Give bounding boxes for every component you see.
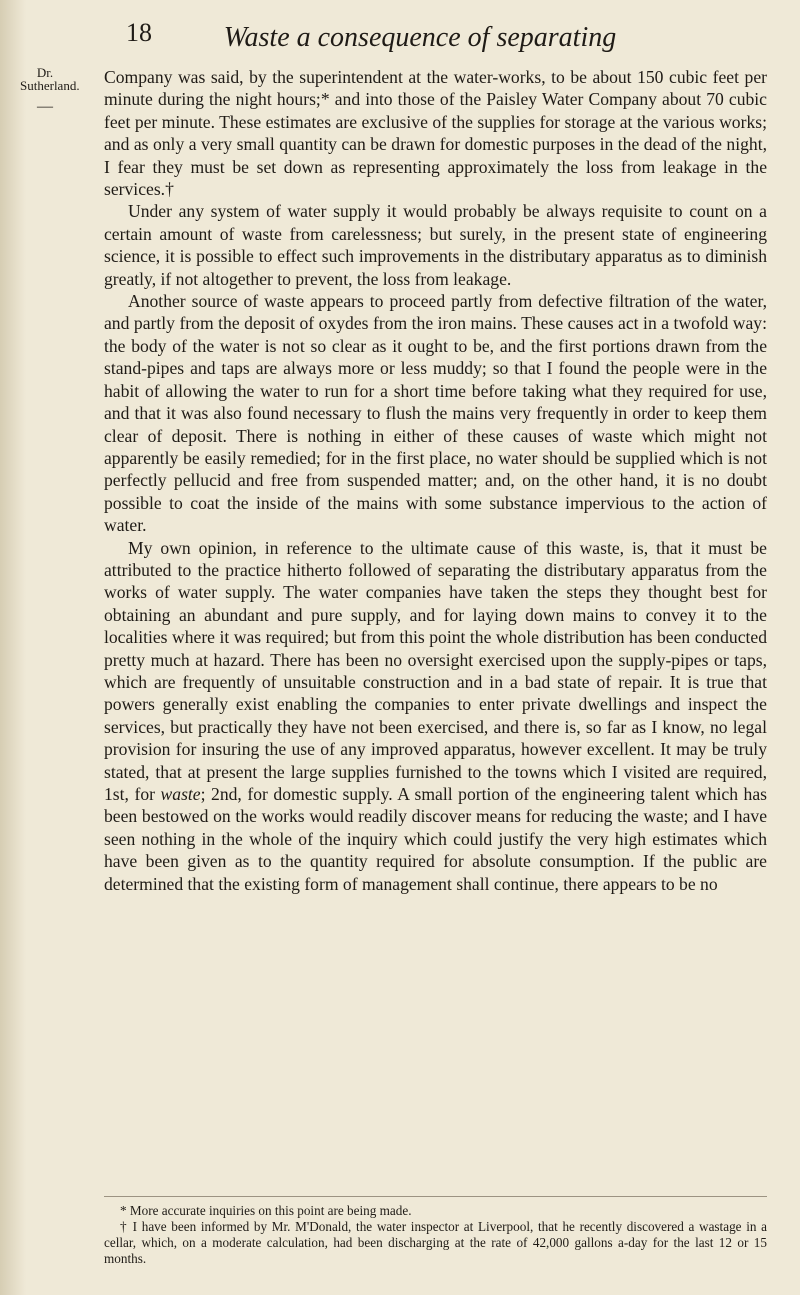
page-header: [0, 18, 800, 68]
body-text: [104, 66, 767, 895]
paragraph-4-part-b: ; 2nd, for domestic supply. A small portion of the engineering talent which has been bestowed on the works would readily discover means for reducing the waste; and I have seen nothing in the whole of the inquiry which could justify the very high estimates which have been given as to the quantity required for absolute consumption. If the public are determined that the existing form of management shall continue, there appears to be no: [104, 784, 767, 894]
paragraph-4-part-a: My own opinion, in reference to the ultimate cause of this waste, is, that it must be attributed to the practice hitherto followed of separating the distributary apparatus from the works of water supply. The water companies have taken the steps they thought best for obtaining an abundant and pure supply, and for laying down mains to convey it to the localities where it was required; but from this point the whole distribution has been conducted pretty much at hazard. There has been no oversight exercised upon the supply-pipes or taps, which are frequently of unsuitable construction and in a bad state of repair. It is true that powers generally exist enabling the companies to enter private dwellings and inspect the services, but practically they have not been exercised, and there is, so far as I know, no legal provision for insuring the use of any improved apparatus, however excellent. It may be truly stated, that at present the large supplies furnished to the towns which I visited are required, 1st, for: [104, 537, 767, 804]
margin-note-title: Dr.: [36, 65, 54, 80]
binding-shadow: [0, 0, 26, 1295]
page-number: 18: [126, 18, 152, 47]
margin-note-dash: —: [37, 98, 53, 115]
footnote-rule: [104, 1196, 767, 1197]
footnote-1: * More accurate inquiries on this point are being made.: [120, 1203, 412, 1218]
paragraph-4-emphasis: waste: [160, 784, 201, 804]
running-head: Waste a consequence of separating: [223, 22, 617, 53]
paragraph-4: [104, 537, 767, 896]
paragraph-2: Under any system of water supply it would probably be always requisite to count on a certain amount of waste from carelessness; but surely, in the present state of engineering science, it is possible to effect such improvements in the distributary apparatus as to diminish greatly, if not altogether to prevent, the loss from leakage.: [104, 201, 767, 289]
margin-note-name: Sutherland.: [20, 78, 80, 93]
paragraph-3: Another source of waste appears to proceed partly from defective filtration of the water, and partly from the deposit of oxydes from the iron mains. These causes act in a twofold way: the body of the water is not so clear as it ought to be, and the first portions drawn from the stand-pipes and taps are always more or less muddy; so that I found the people were in the habit of allowing the water to run for a short time before taking what they required for use, and that it was also found necessary to flush the mains very frequently in order to keep them clear of deposit. There is nothing in either of these causes of waste which might not apparently be easily remedied; for in the first place, no water should be supplied which is not perfectly pellucid and free from suspended matter; and, on the other hand, it is no doubt possible to coat the inside of the mains with some substance impervious to the action of water.: [104, 291, 767, 536]
paragraph-1: Company was said, by the superintendent at the water-works, to be about 150 cubic feet per minute during the night hours;* and into those of the Paisley Water Company about 70 cubic feet per minute. These estimates are exclusive of the supplies for storage at the various works; and as only a very small quantity can be drawn for domestic purposes in the dead of the night, I fear they must be set down as representing approximately the loss from leakage in the services.†: [104, 67, 767, 200]
footnotes: [104, 1203, 767, 1267]
margin-note: [20, 65, 80, 115]
footnote-2: † I have been informed by Mr. M'Donald, the water inspector at Liverpool, that he recently discovered a wastage in a cellar, which, on a moderate calculation, had been discharging at the rate of 42,000 gallons a-day for the last 12 or 15 months.: [104, 1219, 767, 1266]
